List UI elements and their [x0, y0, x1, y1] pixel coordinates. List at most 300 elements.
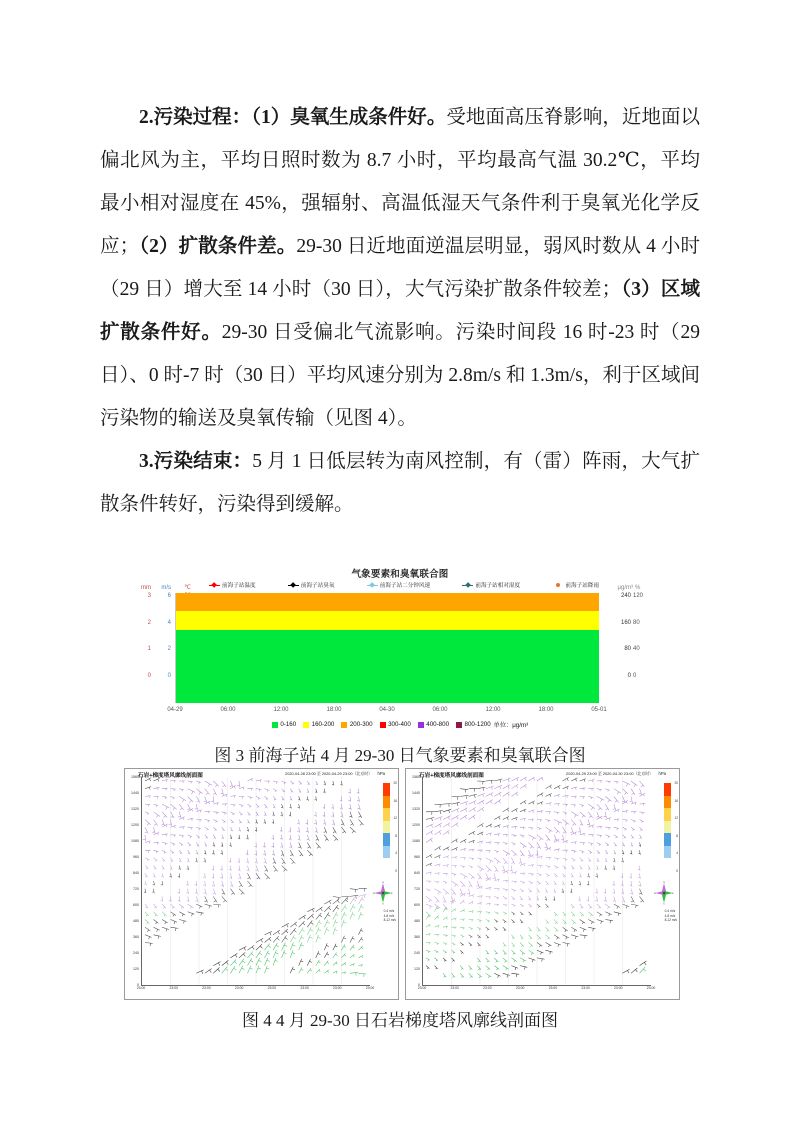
wind-barb — [289, 827, 291, 832]
wind-barb — [494, 927, 497, 930]
wind-barb — [324, 900, 331, 904]
wind-barb — [205, 789, 210, 795]
wind-barb — [528, 777, 535, 781]
wind-barb — [443, 926, 448, 928]
wind-barb — [546, 927, 550, 931]
axis-tick-label: 23:00 — [136, 986, 146, 990]
axis-tick-label: 0 — [418, 983, 420, 987]
figure-3-caption: 图 3 前海子站 4 月 29-30 日气象要素和臭氧联合图 — [214, 746, 586, 765]
wind-barb — [315, 796, 317, 801]
wind-barb — [213, 904, 221, 908]
colorbar-tick-label: 12 — [393, 816, 397, 821]
wind-barb — [486, 950, 489, 954]
wind-barb — [265, 866, 268, 872]
wind-barb — [357, 796, 359, 802]
wind-barb — [640, 896, 644, 902]
wind-barb — [580, 912, 584, 916]
wind-barb — [452, 815, 459, 819]
wind-barb — [230, 881, 233, 887]
wind-barb — [162, 834, 168, 837]
wind-barb — [333, 835, 338, 841]
wind-barb — [161, 820, 164, 827]
wind-barb — [460, 881, 465, 887]
chart-x-axis-labels — [167, 707, 607, 717]
wind-barb — [145, 787, 151, 790]
wind-barb — [477, 912, 482, 914]
wind-barb — [230, 966, 236, 973]
wind-barb — [188, 818, 194, 821]
wind-barb — [153, 858, 157, 862]
wind-barb — [426, 817, 434, 821]
wind-barb — [306, 827, 308, 833]
wind-barb — [503, 808, 509, 812]
colorbar-segment — [664, 846, 671, 859]
wind-barb — [528, 801, 534, 804]
wind-barb — [571, 920, 576, 925]
wind-barb — [153, 866, 156, 870]
wind-barb — [265, 781, 271, 783]
wind-barb — [179, 835, 184, 838]
wind-barb — [520, 950, 525, 955]
axis-tick-label: 960 — [414, 855, 420, 859]
wind-barb — [204, 889, 207, 895]
wind-barb — [486, 877, 491, 881]
wind-barb — [316, 781, 318, 785]
wind-barb — [171, 812, 175, 818]
wind-barb — [324, 827, 327, 833]
wind-barb — [511, 920, 514, 924]
axis-tick-label: 1560 — [131, 775, 139, 779]
wind-barb — [639, 789, 642, 796]
axis-tick-label: 06:00 — [220, 707, 236, 713]
wind-barb — [597, 850, 600, 854]
wind-barb — [307, 927, 312, 935]
wind-barb — [323, 804, 325, 809]
wind-barb — [282, 929, 288, 935]
wind-barb — [629, 881, 631, 887]
colorbar-segment — [664, 783, 671, 796]
axis-tick-label: 23:00 — [646, 986, 656, 990]
legend-label: 前海子站温度 — [222, 583, 256, 589]
axis-tick-label: 240 — [133, 951, 139, 955]
wind-barb — [247, 881, 252, 887]
legend-marker-icon — [209, 583, 220, 588]
wind-barb — [546, 857, 552, 859]
wind-barb — [426, 812, 434, 815]
wind-barb — [263, 850, 265, 856]
wind-barb — [503, 843, 508, 846]
wind-barb — [605, 904, 610, 909]
wind-barb — [188, 912, 195, 916]
colorbar-tick-label: 8 — [676, 833, 678, 838]
wind-barb — [452, 935, 456, 938]
wind-barb — [563, 927, 568, 932]
wind-barb — [477, 858, 482, 861]
wind-barb — [469, 794, 477, 798]
wind-barb — [587, 896, 589, 901]
wind-barb — [171, 835, 176, 837]
wind-barb — [605, 850, 608, 854]
wind-barb — [341, 936, 346, 943]
wind-barb — [528, 912, 531, 915]
wind-barb — [571, 881, 573, 885]
wind-barb — [571, 866, 574, 870]
axis-tick-label: 120 — [414, 967, 420, 971]
axis-unit-mm: mm — [141, 585, 151, 591]
colorbar-tick-label: 8 — [395, 833, 397, 838]
wind-barb — [578, 896, 580, 901]
wind-barb — [307, 920, 313, 927]
wind-barb — [571, 804, 576, 807]
wind-barb — [426, 831, 433, 835]
wind-barb — [605, 920, 613, 924]
wind-barb — [511, 843, 515, 846]
wind-barb — [359, 973, 367, 977]
legend-item[interactable] — [552, 581, 599, 589]
wind-barb — [247, 788, 253, 790]
wind-barb — [476, 881, 479, 888]
wind-barb — [614, 912, 621, 916]
wind-barb — [230, 827, 232, 831]
wind-barb — [196, 970, 203, 974]
wind-barb — [350, 897, 356, 904]
wind-barb — [614, 843, 617, 847]
svg-text:N: N — [382, 881, 384, 884]
axis-tick-label: 23:00 — [202, 986, 211, 990]
wind-barb — [494, 920, 498, 923]
axis-tick-label: 18:00 — [538, 707, 554, 713]
wind-barb — [469, 858, 474, 860]
wind-barb — [563, 827, 567, 833]
wind-barb — [597, 858, 599, 862]
wind-barb — [179, 858, 181, 862]
wind-barb — [629, 873, 631, 878]
wind-barb — [153, 881, 155, 885]
wind-barb — [179, 817, 185, 820]
color-key-label: 800-1200 — [464, 721, 491, 728]
axis-tick-label: 2 — [167, 646, 171, 652]
wind-barb — [273, 950, 278, 958]
wind-barb — [580, 850, 585, 853]
wind-barb — [187, 866, 189, 871]
wind-barb — [359, 904, 364, 912]
wind-barb — [333, 953, 338, 958]
wind-barb — [196, 835, 200, 838]
svg-text:W: W — [653, 892, 656, 895]
wind-barb — [264, 858, 267, 864]
wind-barb — [622, 827, 626, 830]
wind-barb — [554, 889, 556, 893]
wind-barbs-svg-right — [423, 777, 651, 985]
wind-barb — [281, 850, 284, 856]
wind-barb — [537, 935, 541, 940]
wind-barb — [528, 850, 531, 857]
chart-plot-area — [175, 593, 599, 703]
wind-barb — [460, 900, 464, 904]
legend-item[interactable] — [288, 581, 335, 589]
wind-barb — [469, 840, 475, 843]
wind-rose-note-line: 0-4 m/s — [383, 909, 395, 913]
colorbar-segment — [664, 833, 671, 846]
legend-item[interactable] — [462, 581, 520, 589]
wind-barb — [434, 943, 439, 945]
wind-barb — [195, 889, 197, 895]
wind-barb — [477, 966, 481, 970]
wind-barb — [511, 858, 514, 864]
wind-barb — [460, 808, 467, 812]
wind-barb — [307, 850, 313, 856]
legend-label: 前海子站臭氧 — [300, 583, 335, 589]
wind-barb — [452, 881, 459, 887]
wind-barb — [546, 803, 552, 806]
wind-barb — [188, 808, 193, 812]
wind-barb — [631, 896, 634, 902]
wind-barb — [145, 920, 149, 925]
color-key-item — [303, 721, 334, 728]
wind-barb — [314, 812, 316, 817]
color-key-swatch — [456, 722, 462, 728]
wind-barb — [238, 873, 241, 879]
wind-barb — [213, 812, 218, 815]
wind-rose-icon-left — [372, 881, 394, 905]
wind-barb — [290, 935, 296, 942]
wind-barb — [640, 827, 643, 831]
wind-barb — [503, 958, 508, 963]
wind-rose-note-line: 4-8 m/s — [664, 913, 676, 918]
wind-barb — [349, 812, 352, 818]
legend-label: 前海子站降雨 — [565, 583, 599, 589]
wind-barb — [469, 866, 473, 869]
wind-barb — [486, 873, 489, 879]
wind-barb — [546, 820, 551, 823]
wind-barb — [265, 931, 272, 935]
wind-barb — [307, 781, 310, 785]
wind-barb — [588, 850, 592, 854]
wind-barb — [571, 927, 577, 932]
wind-barb — [213, 781, 219, 787]
wind-barb — [545, 896, 547, 900]
wind-barb — [469, 943, 472, 946]
wind-barb — [333, 971, 338, 974]
wind-barb — [299, 943, 304, 951]
wind-barb — [350, 820, 354, 826]
wind-barb — [486, 842, 492, 844]
wind-barb — [316, 935, 321, 943]
wind-barb — [638, 866, 640, 871]
wind-barb — [324, 906, 330, 912]
wind-rose-note-line: 0-4 m/s — [664, 909, 676, 913]
wind-barb — [443, 873, 448, 875]
wind-barb — [580, 804, 584, 807]
wind-barb — [350, 912, 355, 920]
wind-barb — [289, 804, 291, 808]
legend-item[interactable] — [367, 581, 430, 589]
color-key-item — [272, 721, 296, 728]
wind-barb — [290, 781, 294, 785]
wind-barb — [520, 966, 527, 970]
wind-barb — [621, 881, 623, 886]
wind-barb — [554, 812, 559, 814]
wind-barb — [467, 889, 470, 896]
wind-barb — [247, 778, 253, 781]
wind-barb — [205, 781, 212, 787]
wind-barb — [460, 866, 465, 869]
wind-barb — [477, 927, 481, 930]
color-key-label: 400-800 — [426, 721, 450, 728]
wind-barb — [162, 920, 168, 925]
color-key-unit: 单位：μg/m³ — [493, 722, 529, 729]
axis-tick-label: 23:00 — [548, 986, 558, 990]
wind-barb — [289, 843, 292, 849]
axis-tick-label: 3 — [147, 593, 151, 599]
figure-3 — [131, 565, 669, 740]
wind-barb — [153, 904, 156, 908]
axis-ticks-mm — [131, 593, 151, 699]
wind-barb — [434, 810, 442, 814]
axis-tick-label: 600 — [414, 903, 420, 907]
wind-barb — [460, 795, 468, 799]
wind-barb — [580, 843, 585, 845]
wind-barb — [350, 936, 355, 942]
wind-barb — [213, 843, 215, 847]
wind-barb — [220, 866, 222, 871]
wind-barb — [631, 781, 637, 787]
wind-barb — [554, 866, 558, 869]
wind-barb — [546, 794, 552, 797]
wind-barb — [640, 835, 642, 839]
wind-barb — [520, 818, 526, 821]
wind-barb — [254, 850, 256, 856]
axis-tick-label: 23:00 — [483, 986, 492, 990]
wind-barb — [289, 835, 291, 841]
wind-barb — [494, 973, 500, 978]
wind-barb — [520, 889, 524, 893]
wind-barb — [588, 812, 592, 818]
wind-barb — [580, 935, 588, 939]
wind-barb — [162, 866, 164, 870]
wind-barb — [145, 927, 150, 932]
wind-barb — [580, 866, 583, 870]
wind-barb — [477, 800, 484, 804]
wind-barb — [179, 904, 184, 909]
wind-barb — [511, 973, 519, 977]
wind-barb — [597, 920, 604, 924]
wind-barb — [272, 835, 274, 840]
wind-barb — [162, 804, 169, 810]
wind-barb — [528, 873, 533, 876]
wind-barb — [494, 904, 499, 906]
wind-barb — [597, 912, 603, 917]
wind-barb — [443, 907, 447, 912]
axis-tick-label: 160 — [620, 619, 631, 626]
wind-barb — [477, 823, 483, 827]
wind-barb — [570, 827, 573, 834]
wind-barb — [359, 928, 364, 935]
wind-barb — [324, 943, 329, 950]
wind-barb — [247, 873, 250, 879]
wind-barb — [230, 781, 233, 788]
wind-barb — [443, 973, 446, 977]
paragraph-pollution-end — [100, 440, 700, 526]
wind-barb — [299, 959, 304, 966]
svg-text:W: W — [372, 892, 375, 895]
legend-label: 前海子站相对湿度 — [475, 583, 521, 589]
wind-barb — [153, 920, 158, 925]
wind-barb — [434, 934, 439, 936]
wind-barb — [171, 920, 177, 925]
wind-barb — [494, 785, 502, 789]
wind-barb — [281, 812, 283, 817]
wind-barb — [639, 889, 642, 895]
wind-barb — [631, 789, 635, 795]
wind-barb — [537, 927, 540, 931]
axis-tick-label: 1560 — [412, 775, 420, 779]
axis-tick-label: 120 — [633, 593, 644, 599]
legend-item[interactable] — [209, 581, 256, 589]
wind-barb — [426, 854, 432, 858]
wind-barb — [597, 835, 602, 838]
wind-barb — [246, 850, 248, 855]
wind-barb — [443, 809, 451, 813]
wind-barb — [503, 850, 510, 856]
wind-barb — [554, 785, 560, 788]
wind-barb — [230, 835, 232, 839]
wind-barb — [561, 835, 564, 842]
wind-barb — [171, 850, 175, 854]
wind-barb — [145, 778, 151, 781]
wind-barb — [452, 823, 459, 828]
wind-barb — [222, 967, 228, 974]
wind-barb — [614, 904, 620, 909]
wind-barb — [333, 927, 338, 935]
wind-barb — [469, 801, 477, 805]
wind-barb — [486, 896, 491, 898]
wind-barb — [239, 881, 243, 887]
wind-barb — [503, 785, 510, 789]
wind-profile-plot-right — [422, 777, 651, 986]
wind-barb — [443, 917, 448, 920]
wind-barb — [247, 952, 253, 958]
wind-rose-note-left — [384, 909, 396, 923]
wind-barb — [265, 873, 270, 879]
wind-profile-x-axis-left — [136, 986, 375, 994]
wind-barb — [196, 827, 201, 830]
wind-barb — [503, 896, 507, 899]
wind-barb — [145, 850, 150, 853]
wind-barb — [188, 796, 193, 802]
wind-barb — [281, 804, 283, 808]
wind-barb — [145, 827, 148, 833]
wind-rose-note-line: 8-12 m/s — [383, 918, 396, 922]
wind-barb — [537, 820, 542, 822]
wind-barb — [511, 808, 517, 811]
wind-barb — [511, 889, 516, 892]
wind-barb — [359, 812, 362, 818]
wind-barb — [477, 902, 482, 905]
wind-barb — [188, 904, 194, 909]
wind-barb — [486, 966, 490, 971]
axis-ticks-percent — [633, 593, 651, 699]
wind-barb — [426, 966, 429, 969]
wind-barb — [316, 913, 322, 919]
wind-barb — [596, 866, 598, 870]
axis-tick-label: 04-29 — [167, 707, 183, 713]
wind-barb — [359, 965, 363, 967]
wind-barb — [537, 811, 543, 814]
wind-barb — [179, 804, 184, 810]
wind-barb — [613, 866, 615, 871]
color-key-swatch — [380, 722, 386, 728]
